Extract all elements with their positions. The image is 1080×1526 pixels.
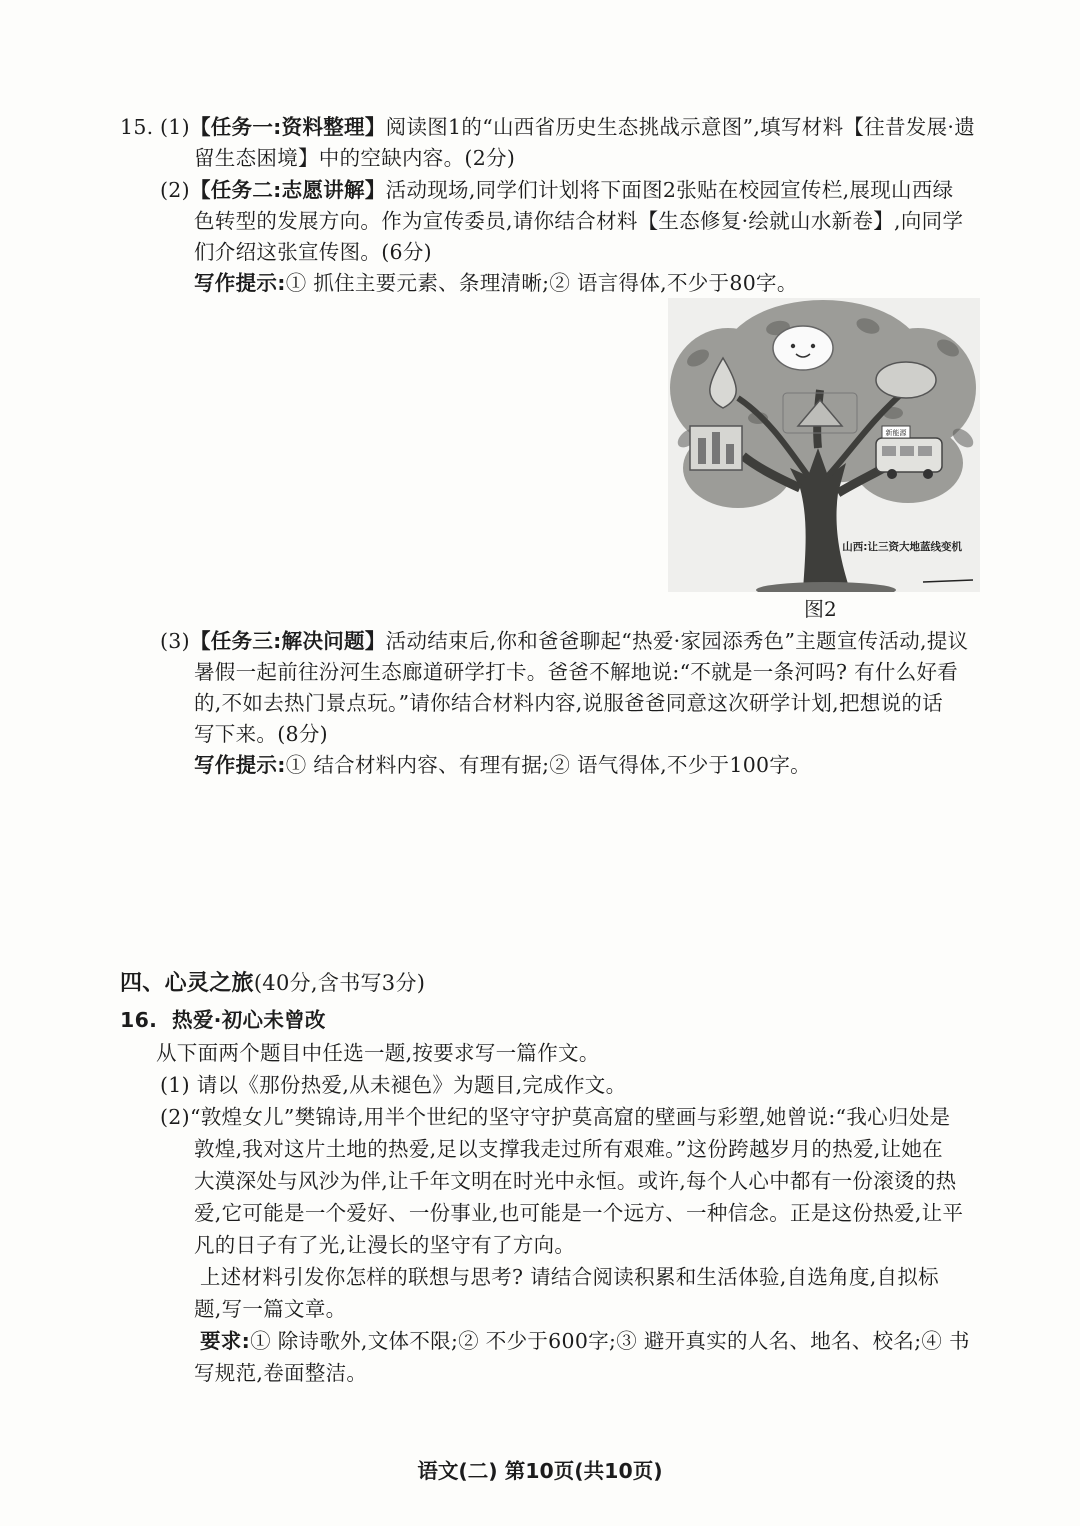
q16-number: 16.	[120, 1008, 158, 1032]
task1-text: 阅读图1的“山西省历史生态挑战示意图”,填写材料【往昔发展·遗	[385, 115, 975, 139]
q16-prompt-line1: 上述材料引发你怎样的联想与思考? 请结合阅读积累和生活体验,自选角度,自拟标	[200, 1265, 939, 1289]
figure-2-label: 图2	[804, 597, 837, 621]
q16-option2-line1	[160, 1102, 950, 1132]
option2-text: “敦煌女儿”樊锦诗,用半个世纪的坚守守护莫高窟的壁画与彩塑,她曾说:“我心归处是	[189, 1105, 951, 1129]
task2-label: 【任务二:志愿讲解】	[189, 178, 386, 202]
figure-2-image	[668, 298, 980, 592]
section-4-heading	[120, 968, 425, 999]
section-score: (40分,含书写3分)	[253, 971, 426, 995]
q15-task2-line3: 们介绍这张宣传图。(6分)	[194, 240, 432, 264]
task3-label: 【任务三:解决问题】	[189, 629, 386, 653]
requirements-text: ① 除诗歌外,文体不限;② 不少于600字;③ 避开真实的人名、地名、校名;④ 书	[250, 1329, 970, 1353]
hint-text: ① 结合材料内容、有理有据;② 语气得体,不少于100字。	[285, 753, 811, 777]
hint-text: ① 抓住主要元素、条理清晰;② 语言得体,不少于80字。	[285, 271, 798, 295]
task3-num: (3)	[160, 629, 190, 653]
svg-text:新能源: 新能源	[885, 429, 907, 437]
q16-option1: (1) 请以《那份热爱,从未褪色》为题目,完成作文。	[160, 1073, 627, 1097]
hint-label: 写作提示:	[194, 271, 286, 295]
task1-num: (1)	[160, 115, 190, 139]
q16-option2-line4: 爱,它可能是一个爱好、一份事业,也可能是一个远方、一种信念。正是这份热爱,让平	[194, 1201, 964, 1225]
q16-option2-line2: 敦煌,我对这片土地的热爱,足以支撑我走过所有艰难。”这份跨越岁月的热爱,让她在	[194, 1137, 943, 1161]
figure-inset-caption: 山西:让三资大地蓝线变机	[842, 541, 962, 553]
section-title: 四、心灵之旅	[120, 971, 254, 996]
hint-label: 写作提示:	[194, 753, 286, 777]
q15-task3-line1	[160, 626, 968, 656]
q15-task3-line2: 暑假一起前往汾河生态廊道研学打卡。爸爸不解地说:“不就是一条河吗? 有什么好看	[194, 660, 959, 684]
q16-heading	[120, 1005, 326, 1035]
q16-requirements-line1	[200, 1326, 970, 1356]
q16-requirements-line2: 写规范,卷面整洁。	[194, 1361, 368, 1385]
q15-task1-line2: 留生态困境】中的空缺内容。(2分)	[194, 146, 516, 170]
q16-title: 热爱·初心未曾改	[172, 1008, 326, 1032]
q16-intro: 从下面两个题目中任选一题,按要求写一篇作文。	[156, 1041, 600, 1065]
q15-task2-hint	[194, 268, 798, 298]
q15-task2-line2: 色转型的发展方向。作为宣传委员,请你结合材料【生态修复·绘就山水新卷】,向同学	[194, 209, 964, 233]
q16-prompt-line2: 题,写一篇文章。	[194, 1297, 347, 1321]
task3-text: 活动结束后,你和爸爸聊起“热爱·家园添秀色”主题宣传活动,提议	[385, 629, 969, 653]
q15-number: 15.	[120, 115, 154, 139]
requirements-label: 要求:	[200, 1329, 251, 1353]
q15-task3-line4: 写下来。(8分)	[194, 722, 328, 746]
option2-num: (2)	[160, 1105, 190, 1129]
task1-label: 【任务一:资料整理】	[189, 115, 386, 139]
task2-text: 活动现场,同学们计划将下面图2张贴在校园宣传栏,展现山西绿	[385, 178, 954, 202]
task2-num: (2)	[160, 178, 190, 202]
q15-task2-line1	[160, 175, 953, 205]
cloud-icon	[773, 326, 833, 370]
q15-task1-line1	[160, 112, 975, 142]
q15-task3-line3: 的,不如去热门景点玩。”请你结合材料内容,说服爸爸同意这次研学计划,把想说的话	[194, 691, 943, 715]
q16-option2-line3: 大漠深处与风沙为伴,让千年文明在时光中永恒。或许,每个人心中都有一份滚烫的热	[194, 1169, 957, 1193]
q15-task3-hint	[194, 750, 811, 780]
q16-option2-line5: 凡的日子有了光,让漫长的坚守有了方向。	[194, 1233, 576, 1257]
page-footer: 语文(二) 第10页(共10页)	[417, 1459, 663, 1483]
